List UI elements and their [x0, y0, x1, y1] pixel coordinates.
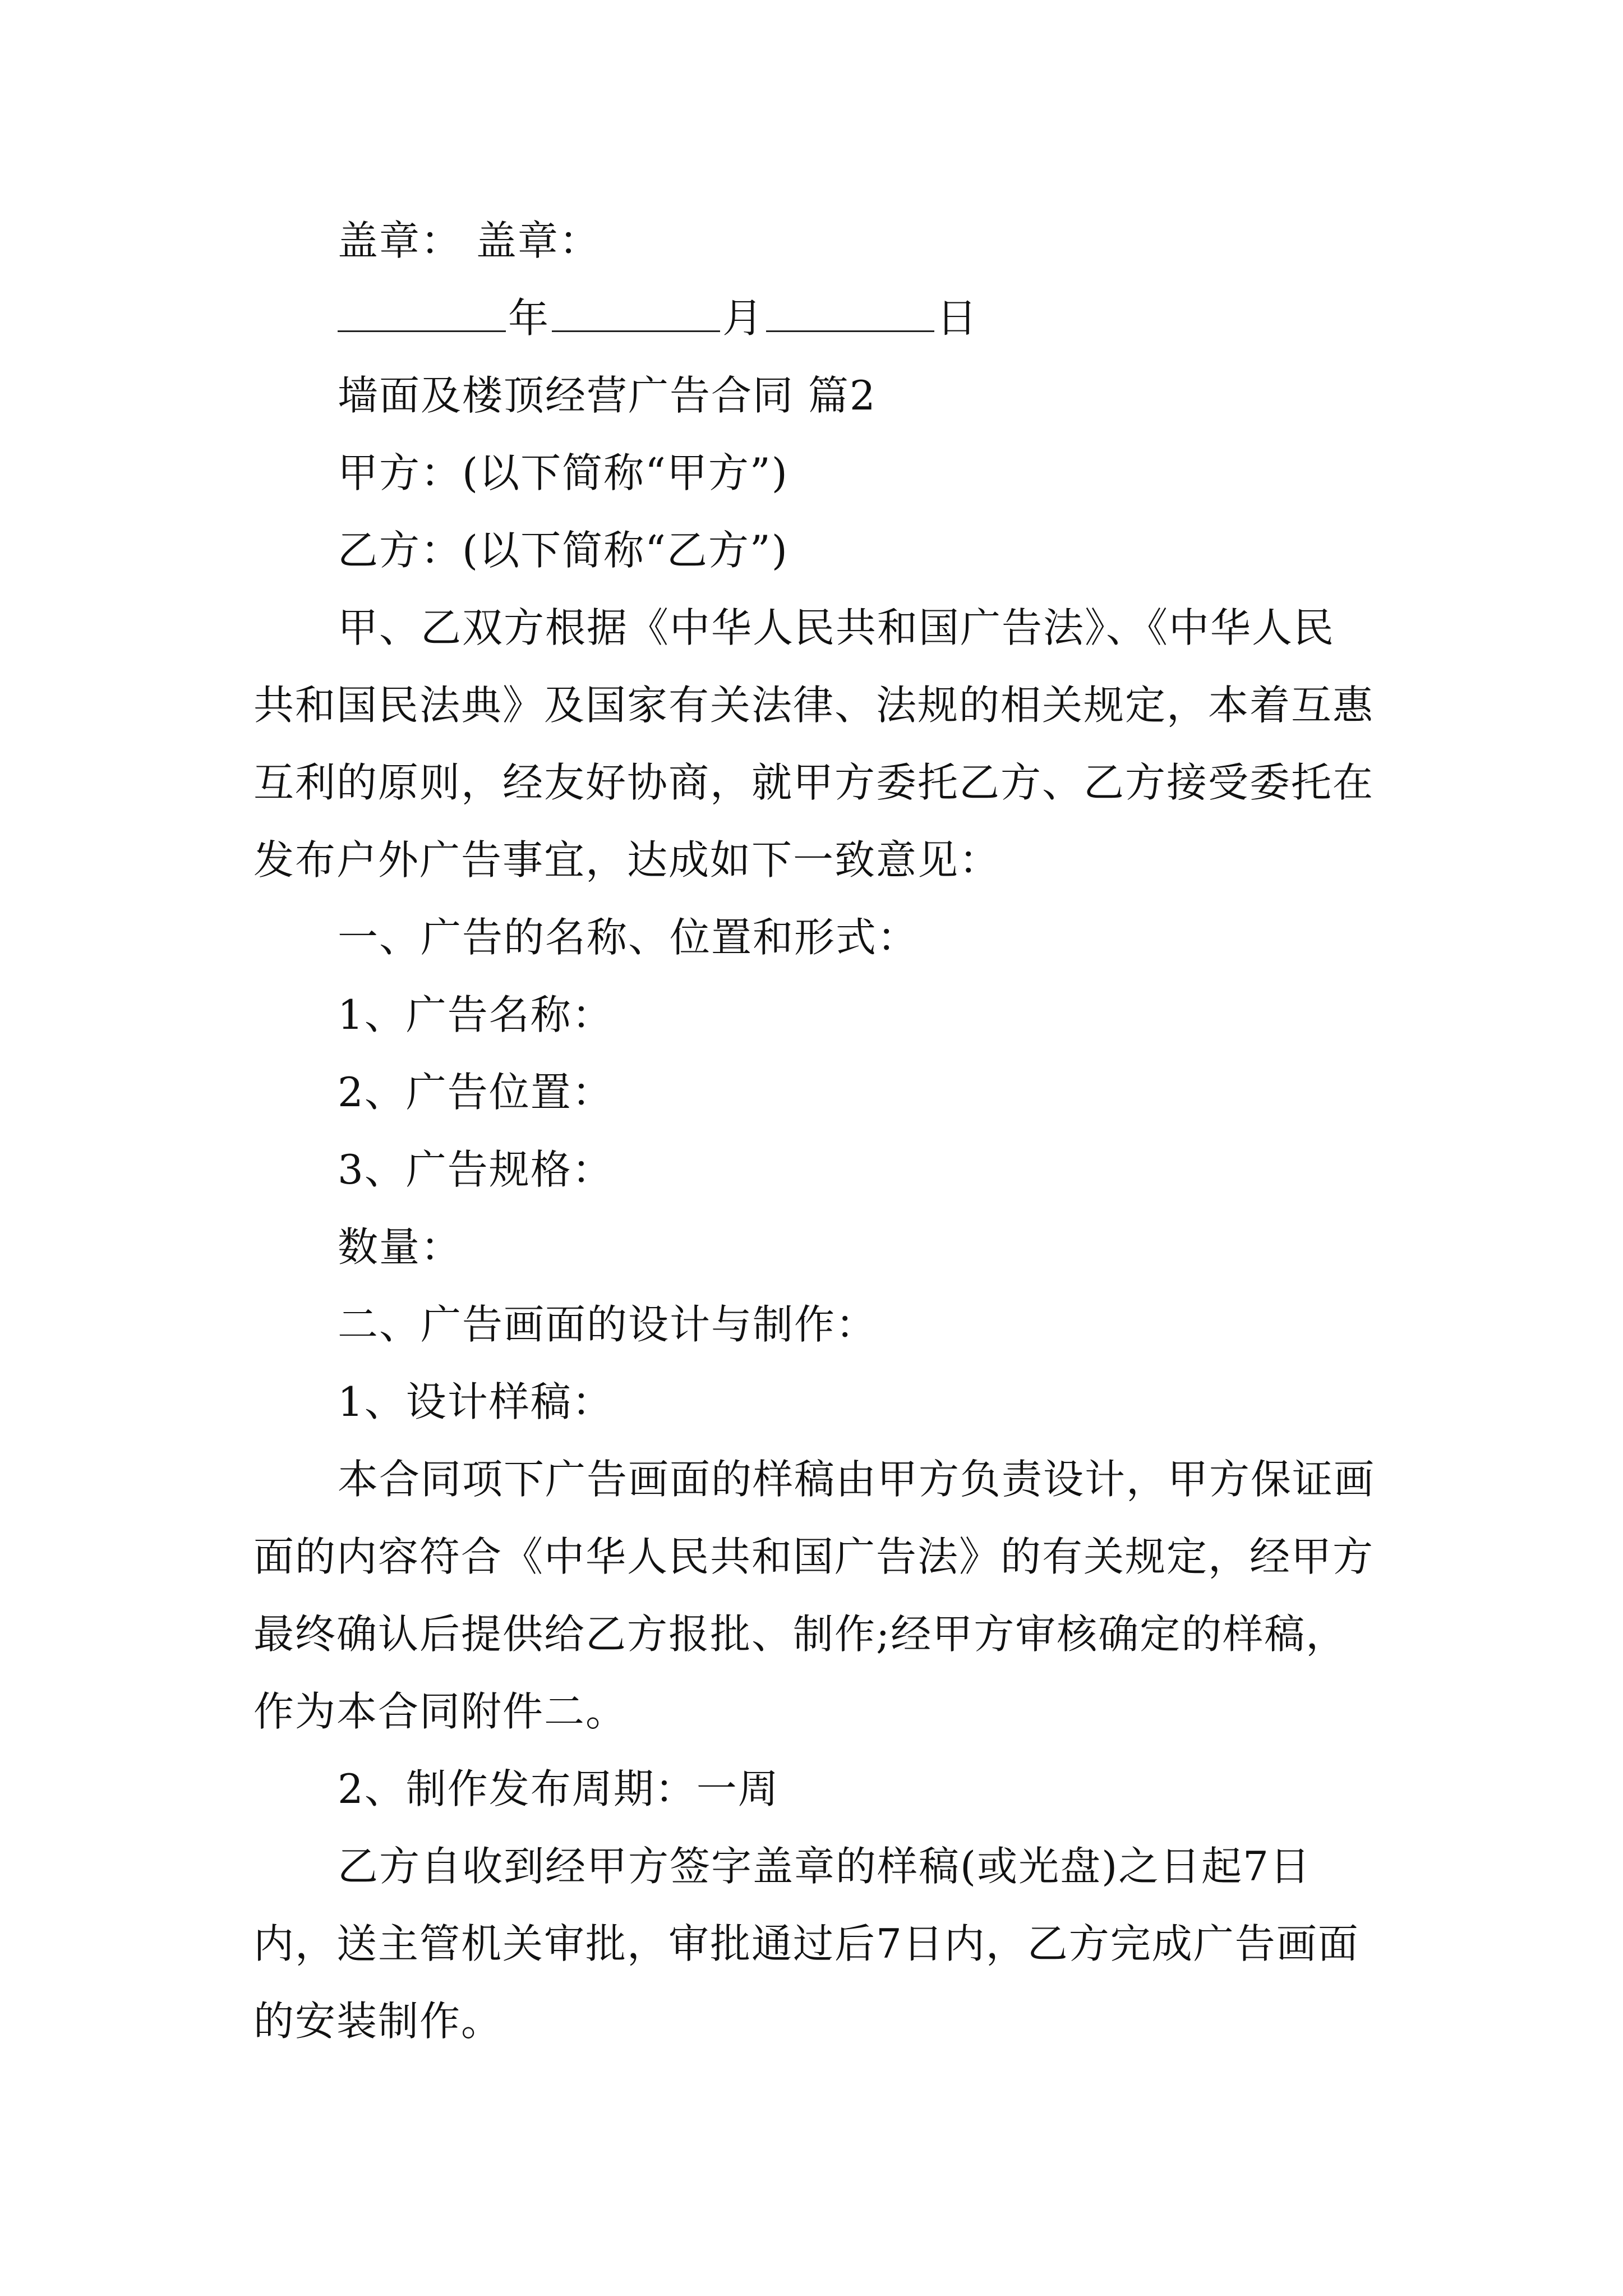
month-label: 月: [722, 295, 764, 342]
section2-heading: 二、广告画面的设计与制作：: [338, 1301, 878, 1348]
day-label: 日: [937, 295, 979, 342]
quantity-item: 数量：: [338, 1223, 463, 1271]
document-body: [253, 202, 1375, 2060]
party-b-line: 乙方：(以下简称“乙方”): [338, 527, 789, 574]
intro-paragraph: 甲、乙双方根据《中华人民共和国广告法》、《中华人民共和国民法典》及国家有关法律、法规的相关规定，本着互惠互利的原则，经友好协商，就甲方委托乙方、乙方接受委托在发布户外广告事宜，达成如下一致意见：: [253, 604, 1375, 884]
section1-heading: 一、广告的名称、位置和形式：: [338, 914, 919, 961]
month-blank: [552, 297, 720, 332]
ad-name-item: 1、广告名称：: [338, 991, 614, 1038]
signature-line: 盖章： 盖章：: [338, 217, 601, 264]
design-draft-item: 1、设计样稿：: [338, 1378, 614, 1425]
ad-location-item: 2、广告位置：: [338, 1069, 614, 1116]
date-line: [253, 279, 1375, 357]
contract-title: 墙面及楼顶经营广告合同 篇2: [338, 372, 877, 419]
production-cycle-item: 2、制作发布周期：一周: [338, 1765, 780, 1812]
design-paragraph: 本合同项下广告画面的样稿由甲方负责设计，甲方保证画面的内容符合《中华人民共和国广告法》的有关规定，经甲方最终确认后提供给乙方报批、制作;经甲方审核确定的样稿，作为本合同附件二。: [253, 1456, 1376, 1735]
year-label: 年: [508, 295, 550, 342]
year-blank: [338, 297, 506, 332]
party-a-line: 甲方：(以下简称“甲方”): [338, 449, 789, 496]
ad-spec-item: 3、广告规格：: [338, 1146, 614, 1193]
day-blank: [766, 297, 934, 332]
production-paragraph: 乙方自收到经甲方签字盖章的样稿(或光盘)之日起7日内，送主管机关审批，审批通过后7日内，乙方完成广告画面的安装制作。: [253, 1843, 1359, 2045]
